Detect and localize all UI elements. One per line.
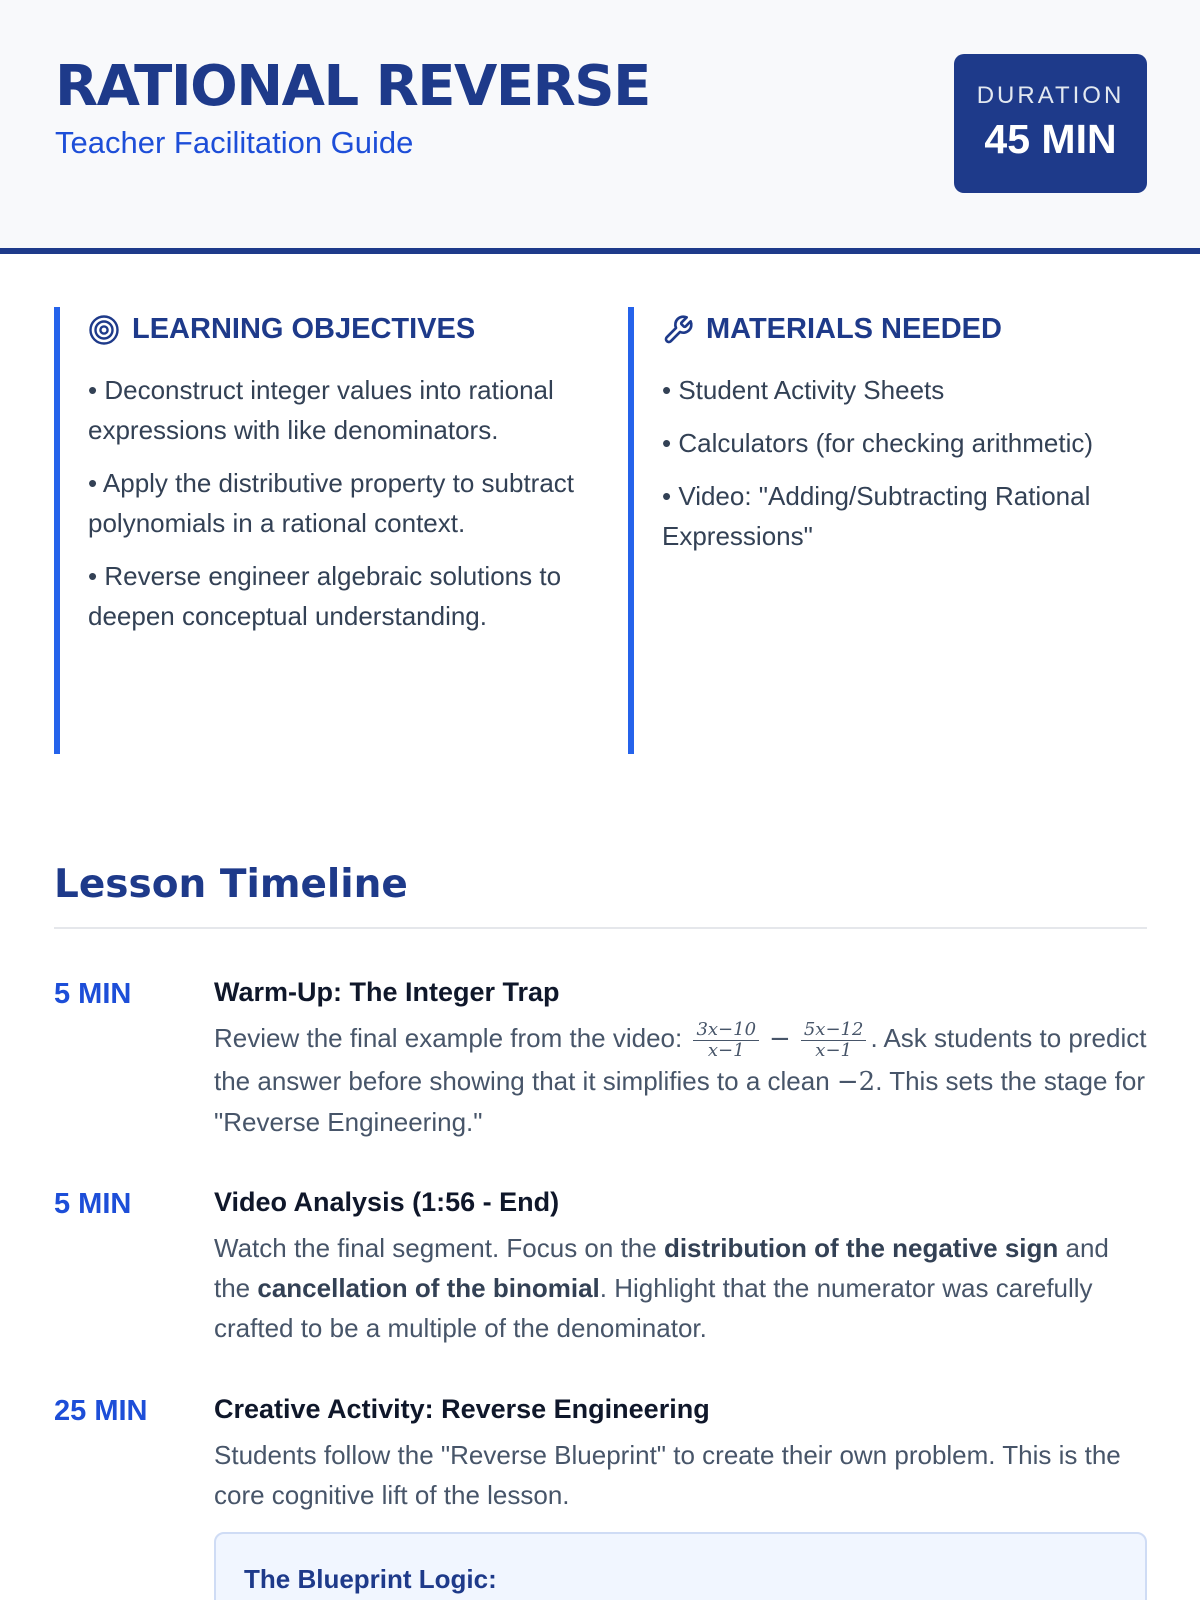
header <box>0 0 1200 254</box>
text-segment: . Highlight that the numerator was carefully crafted to be a multiple of the denominator. <box>214 1273 1093 1343</box>
learning-objectives-section <box>54 307 574 754</box>
timeline-text <box>214 1018 1147 1142</box>
timeline-time: 5 MIN <box>54 1188 132 1220</box>
duration-label: DURATION <box>976 82 1125 109</box>
fraction-numerator: 5x−12 <box>801 1020 867 1041</box>
minus-operator: − <box>769 1024 791 1054</box>
duration-value: 45 MIN <box>984 116 1117 162</box>
timeline-time: 5 MIN <box>54 978 132 1010</box>
fraction-numerator: 3x−10 <box>693 1020 759 1041</box>
materials-title: MATERIALS NEEDED <box>706 313 1002 345</box>
result-value: −2 <box>836 1066 876 1097</box>
timeline-text <box>214 1228 1147 1348</box>
fraction-denominator: x−1 <box>815 1039 852 1061</box>
list-item: • Video: "Adding/Subtracting Rational Expressions" <box>662 481 1091 551</box>
timeline-title: Lesson Timeline <box>54 862 408 907</box>
fraction-expression <box>693 1020 759 1061</box>
list-item: • Apply the distributive property to subtract polynomials in a rational context. <box>88 468 575 538</box>
text-segment: . This sets the stage for "Reverse Engineering." <box>214 1065 1145 1137</box>
timeline-time: 25 MIN <box>54 1395 148 1427</box>
text-segment: and the <box>214 1233 1109 1303</box>
materials-heading <box>662 313 1002 346</box>
timeline-heading: Creative Activity: Reverse Engineering <box>214 1394 710 1424</box>
timeline-heading: Warm-Up: The Integer Trap <box>214 977 560 1007</box>
divider <box>54 927 1147 929</box>
emphasis-text: distribution of the negative sign <box>663 1233 1059 1263</box>
emphasis-text: cancellation of the binomial <box>257 1273 600 1303</box>
objectives-list <box>88 370 574 649</box>
list-item: • Calculators (for checking arithmetic) <box>662 428 1094 458</box>
materials-section <box>628 307 1148 754</box>
blueprint-title: The Blueprint Logic: <box>244 1564 497 1594</box>
fraction-expression <box>801 1020 867 1061</box>
text-segment: Review the final example from the video: <box>214 1023 690 1053</box>
fraction-denominator: x−1 <box>707 1039 745 1061</box>
blueprint-box <box>214 1532 1147 1600</box>
list-item: • Student Activity Sheets <box>662 375 945 405</box>
learning-objectives-title: LEARNING OBJECTIVES <box>132 313 476 345</box>
materials-list <box>662 370 1148 569</box>
timeline-heading: Video Analysis (1:56 - End) <box>214 1187 560 1217</box>
timeline-text: Students follow the "Reverse Blueprint" to create their own problem. This is the core cognitive lift of the lesson. <box>214 1440 1121 1510</box>
duration-badge <box>954 54 1147 193</box>
wrench-icon <box>662 314 694 346</box>
page-subtitle: Teacher Facilitation Guide <box>55 125 414 160</box>
page-title: RATIONAL REVERSE <box>55 54 650 119</box>
text-segment: . Ask students to predict the answer before showing that it simplifies to a clean <box>214 1023 1147 1096</box>
learning-objectives-heading <box>88 313 475 346</box>
target-icon <box>88 314 120 346</box>
text-segment: Watch the final segment. Focus on the <box>214 1233 664 1263</box>
list-item: • Reverse engineer algebraic solutions to deepen conceptual understanding. <box>88 561 562 631</box>
list-item: • Deconstruct integer values into rational expressions with like denominators. <box>88 375 554 445</box>
